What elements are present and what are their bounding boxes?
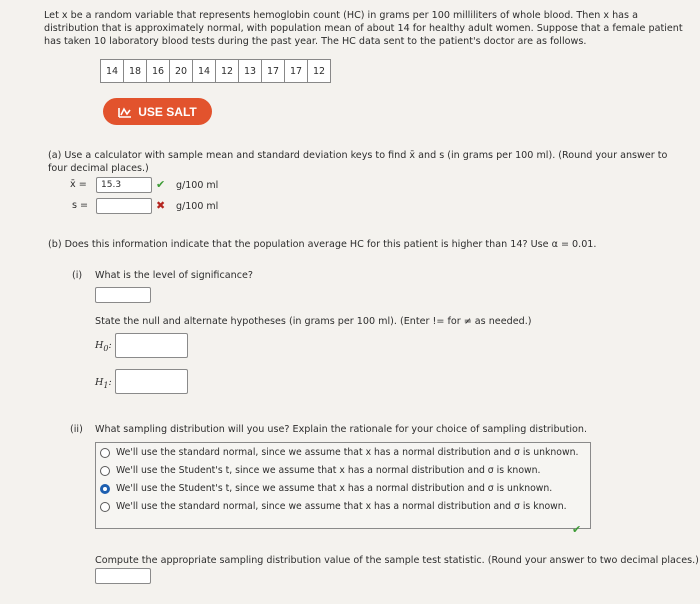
data-value-cell: 20	[170, 60, 193, 83]
radio-button[interactable]	[100, 448, 110, 458]
data-value-cell: 12	[308, 60, 331, 83]
incorrect-x-icon: ✖	[156, 199, 166, 212]
correct-check-icon: ✔	[156, 178, 166, 191]
significance-input[interactable]	[95, 287, 151, 303]
option-student-t-sigma-known[interactable]	[100, 465, 540, 476]
use-salt-button[interactable]	[103, 98, 212, 125]
salt-icon	[118, 106, 132, 118]
s-input[interactable]	[96, 198, 152, 214]
xbar-unit: g/100 ml	[176, 180, 219, 191]
option-label: We'll use the standard normal, since we assume that x has a normal distribution and σ is known.	[116, 501, 567, 512]
data-value-cell: 13	[239, 60, 262, 83]
correct-check-icon: ✔	[572, 523, 582, 536]
salt-button-label: USE SALT	[138, 104, 197, 119]
data-value-cell: 12	[216, 60, 239, 83]
data-row	[101, 60, 331, 83]
option-label: We'll use the Student's t, since we assume that x has a normal distribution and σ is unknown.	[116, 483, 553, 494]
xbar-label: x̄ =	[70, 179, 87, 190]
test-statistic-prompt: Compute the appropriate sampling distribution value of the sample test statistic. (Round your answer to two decimal places.)	[95, 555, 699, 566]
hypotheses-instruction: State the null and alternate hypotheses (in grams per 100 ml). (Enter != for ≠ as needed.)	[95, 316, 532, 327]
part-i-label: (i)	[72, 270, 83, 281]
radio-button[interactable]	[100, 466, 110, 476]
test-statistic-input[interactable]	[95, 568, 151, 584]
h1-label: $H_1$:	[95, 377, 112, 390]
option-student-t-sigma-unknown[interactable]	[100, 483, 552, 494]
part-ii-label: (ii)	[70, 424, 83, 435]
option-standard-normal-sigma-known[interactable]	[100, 501, 567, 512]
data-value-cell: 14	[193, 60, 216, 83]
part-b-prompt: (b) Does this information indicate that the population average HC for this patient is higher than 14? Use α = 0.01.	[48, 239, 597, 250]
data-value-cell: 16	[147, 60, 170, 83]
hc-data-table	[100, 59, 331, 83]
s-label: s =	[72, 200, 89, 211]
significance-question: What is the level of significance?	[95, 270, 253, 281]
problem-statement: Let x be a random variable that represents hemoglobin count (HC) in grams per 100 milliliters of whole blood. Then x has a distribution that is approximately normal, with population mean of about 14 for healthy adult women. Suppose that a female patient has taken 10 laboratory blood tests during the past year. The HC data sent to the patient's doctor are as follows.	[44, 10, 683, 47]
s-unit: g/100 ml	[176, 201, 219, 212]
h1-input[interactable]	[115, 369, 188, 394]
h0-label: $H_0$:	[95, 340, 112, 353]
data-value-cell: 14	[101, 60, 124, 83]
part-a-prompt: (a) Use a calculator with sample mean and standard deviation keys to find x̄ and s (in grams per 100 ml). (Round your answer to four decimal places.)	[48, 150, 668, 174]
option-label: We'll use the Student's t, since we assume that x has a normal distribution and σ is known.	[116, 465, 541, 476]
option-standard-normal-sigma-unknown[interactable]	[100, 447, 578, 458]
h0-input[interactable]	[115, 333, 188, 358]
sampling-distribution-options	[95, 442, 591, 529]
data-value-cell: 17	[285, 60, 308, 83]
data-value-cell: 17	[262, 60, 285, 83]
data-value-cell: 18	[124, 60, 147, 83]
sampling-distribution-question: What sampling distribution will you use? Explain the rationale for your choice of sampling distribution.	[95, 424, 588, 435]
option-label: We'll use the standard normal, since we assume that x has a normal distribution and σ is unknown.	[116, 447, 579, 458]
radio-button-selected[interactable]	[100, 484, 110, 494]
xbar-input[interactable]: 15.3	[96, 177, 152, 193]
radio-button[interactable]	[100, 502, 110, 512]
